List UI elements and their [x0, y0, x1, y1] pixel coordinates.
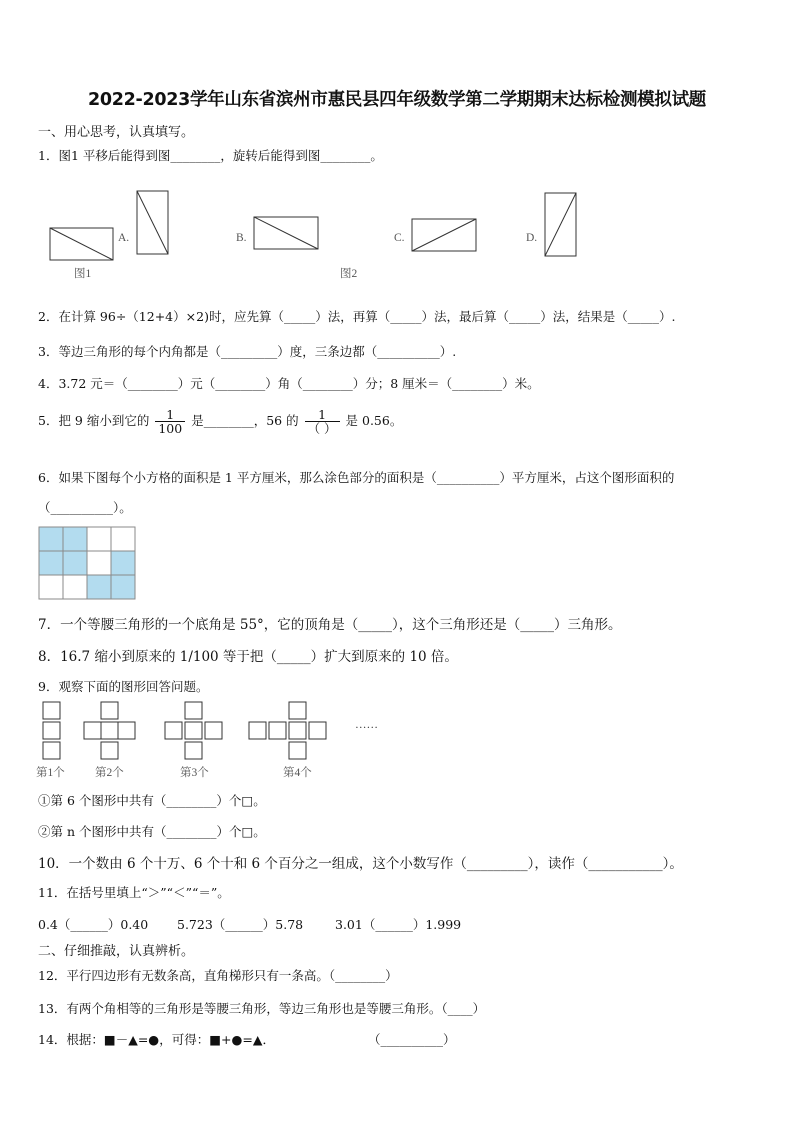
- q5-text-1: 5．把 9 缩小到它的: [38, 413, 150, 429]
- option-c-label: C.: [394, 232, 405, 244]
- q5-fraction-1-numerator: 1: [155, 408, 185, 422]
- question-13: 13．有两个角相等的三角形是等腰三角形，等边三角形也是等腰三角形。（____）: [38, 1001, 486, 1016]
- q5-text-3: 是 0.56。: [345, 413, 403, 429]
- q11-item-3: 3.01（______）1.999: [335, 917, 462, 932]
- question-10: 10．一个数由 6 个十万、6 个十和 6 个百分之一组成，这个小数写作（_________），读作（___________）。: [38, 856, 683, 872]
- figure-2-label: 图2: [340, 268, 358, 280]
- question-8: 8．16.7 缩小到原来的 1/100 等于把（_____）扩大到原来的 10 倍。: [38, 649, 458, 665]
- question-9-part-1: ①第 6 个图形中共有（________）个□。: [38, 793, 266, 808]
- question-3: 3．等边三角形的每个内角都是（_________）度，三条边都（__________）.: [38, 344, 457, 359]
- question-14-answer-blank: （__________）: [368, 1032, 456, 1047]
- question-6-line-2: （__________）。: [38, 500, 132, 515]
- q9-label-2: 第2个: [95, 767, 124, 779]
- option-b-label: B.: [236, 232, 247, 244]
- section-heading-1: 一、用心思考，认真填写。: [38, 125, 195, 140]
- option-d-label: D.: [526, 232, 538, 244]
- question-11: 11．在括号里填上“＞”“＜”“＝”。: [38, 885, 230, 900]
- q5-fraction-1-denominator: 100: [158, 421, 183, 437]
- question-6-line-1: 6．如果下图每个小方格的面积是 1 平方厘米，那么涂色部分的面积是（__________）平方厘米，占这个图形面积的: [38, 470, 675, 485]
- question-12: 12．平行四边形有无数条高，直角梯形只有一条高。（________）: [38, 968, 398, 983]
- figure-1-label: 图1: [74, 268, 92, 280]
- question-1: 1．图1 平移后能得到图________，旋转后能得到图________。: [38, 148, 383, 163]
- question-7: 7．一个等腰三角形的一个底角是 55°，它的顶角是（_____），这个三角形还是（_____）三角形。: [38, 617, 622, 633]
- q9-label-1: 第1个: [36, 767, 65, 779]
- q5-text-2: 是________，56 的: [191, 413, 299, 429]
- question-9-part-2: ②第 n 个图形中共有（________）个□。: [38, 824, 266, 839]
- q9-ellipsis: ……: [355, 719, 378, 731]
- q5-fraction-2-numerator: 1: [305, 408, 340, 422]
- q11-item-2: 5.723（______）5.78: [177, 917, 304, 932]
- question-9: 9．观察下面的图形回答问题。: [38, 679, 209, 694]
- section-heading-2: 二、仔细推敲，认真辨析。: [38, 944, 195, 959]
- question-14: 14．根据：■－▲=●，可得：■+●=▲．: [38, 1032, 275, 1047]
- q9-label-4: 第4个: [283, 767, 312, 779]
- option-a-label: A.: [118, 232, 130, 244]
- question-2: 2．在计算 96÷（12+4）×2)时，应先算（_____）法，再算（_____）法，最后算（_____）法，结果是（_____）.: [38, 309, 676, 324]
- q11-item-1: 0.4（______）0.40: [38, 917, 149, 932]
- question-4: 4．3.72 元＝（________）元（________）角（________）分；8 厘米＝（________）米。: [38, 376, 540, 391]
- q5-fraction-2-denominator: （ ）: [307, 421, 337, 437]
- page-title: 2022-2023学年山东省滨州市惠民县四年级数学第二学期期末达标检测模拟试题: [88, 90, 706, 110]
- q9-label-3: 第3个: [180, 767, 209, 779]
